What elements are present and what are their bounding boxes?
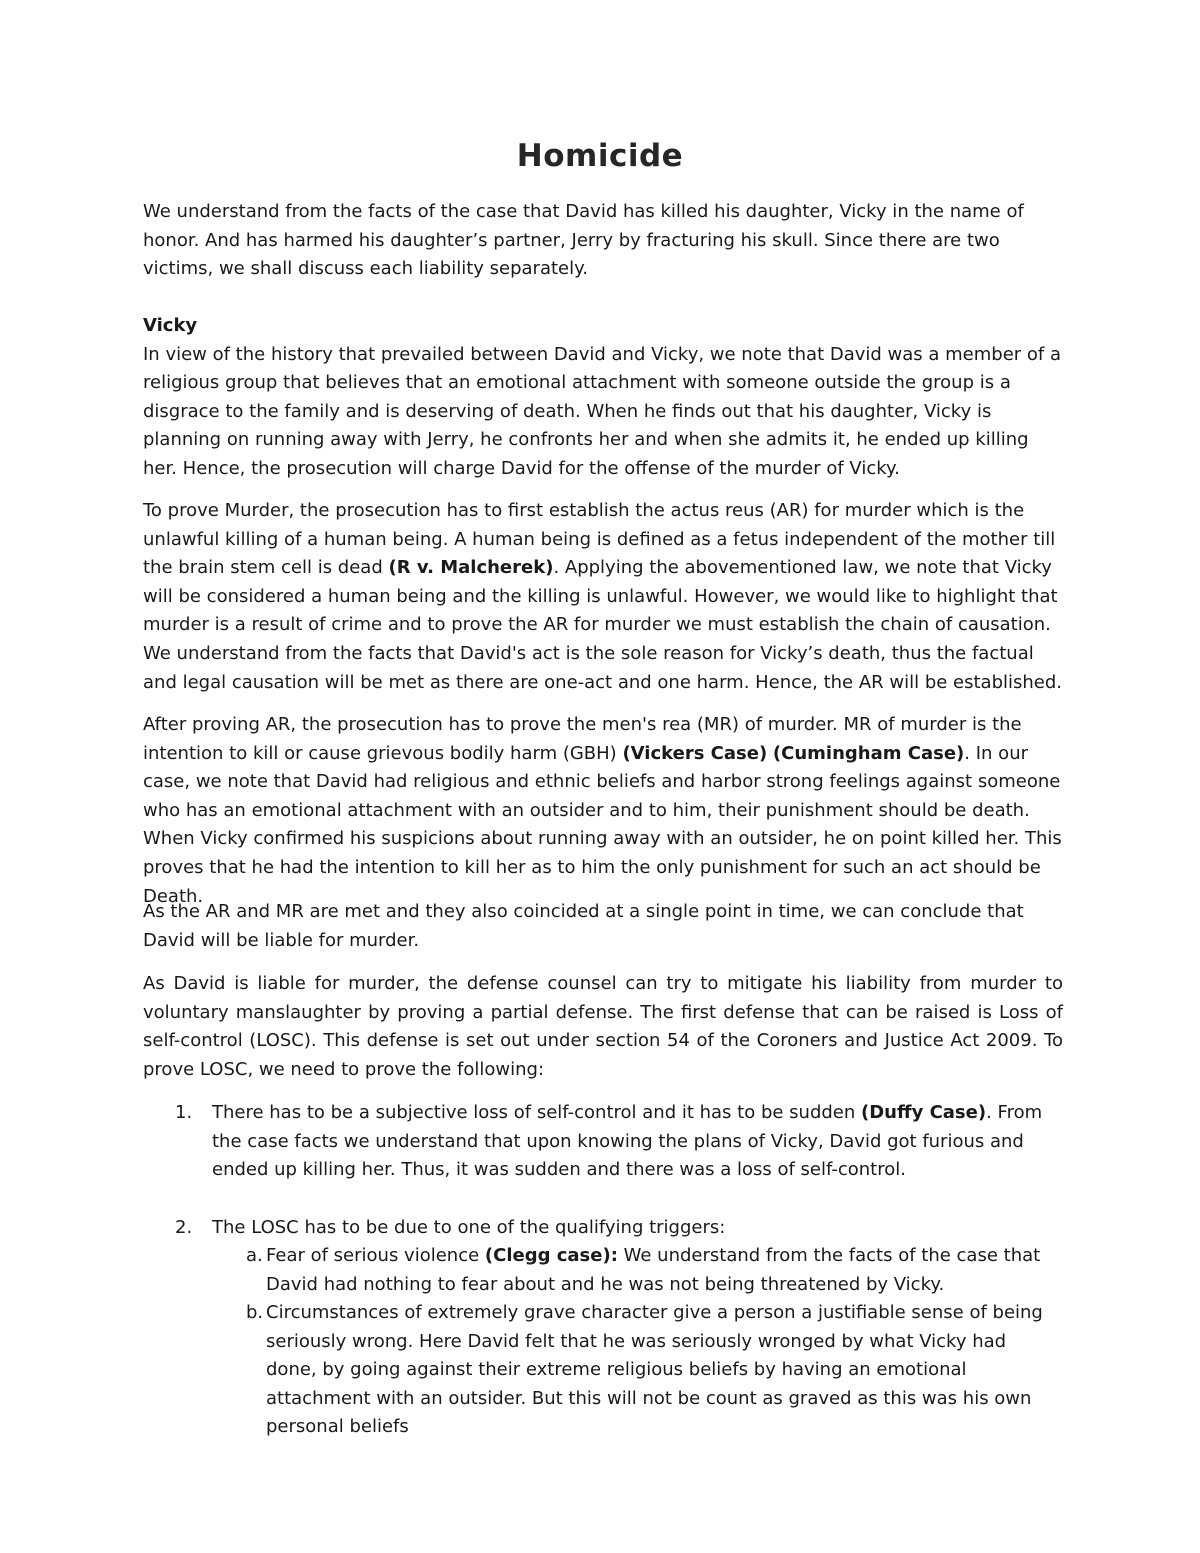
- list-item: [175, 1214, 1065, 1243]
- vicky-paragraph: In view of the history that prevailed between David and Vicky, we note that David was a member of a religious group that believes that an emotional attachment with someone outside the group is a disgrace to the family and is deserving of death. When he finds out that his daughter, Vicky is planning on running away with Jerry, he confronts her and when she admits it, he ended up killing her. Hence, the prosecution will charge David for the offense of the murder of Vicky.: [143, 343, 1062, 479]
- page-title: Homicide: [516, 138, 684, 174]
- vicky-section: [143, 312, 1063, 484]
- mr-text-a: After proving AR, the prosecution has to prove the men's rea (MR) of murder. MR of murder is the intention to kill or cause grievous bodily harm (GBH): [143, 714, 1022, 764]
- list-item-text: There has to be a subjective loss of self-control and it has to be sudden (Duffy Case). From the case facts we understand that upon knowing the plans of Vicky, David got furious and ended up killing her. Thus, it was sudden and there was a loss of self-control.: [212, 1102, 1043, 1181]
- list-marker: b.: [246, 1302, 264, 1323]
- mens-rea-paragraph: [143, 711, 1063, 911]
- case-citation: (Cumingham Case): [772, 742, 965, 764]
- list-marker: 1.: [175, 1102, 193, 1123]
- section-heading-vicky: Vicky: [143, 315, 198, 336]
- list-item: [175, 1099, 1065, 1185]
- defense-paragraph: As David is liable for murder, the defense counsel can try to mitigate his liability from murder to voluntary manslaughter by proving a partial defense. The first defense that can be raised is Loss of self-control (LOSC). This defense is set out under section 54 of the Coroners and Justice Act 2009. To prove LOSC, we need to prove the following:: [143, 973, 1063, 1080]
- list-marker: 2.: [175, 1217, 193, 1238]
- case-citation: (Clegg case):: [484, 1245, 618, 1266]
- sub-list-item: [246, 1299, 1061, 1442]
- sub-list-item: [246, 1242, 1061, 1299]
- mr-text-b: . In our case, we note that David had religious and ethnic beliefs and harbor strong feelings against someone who has an emotional attachment with an outsider and to him, their punishment should be death. When Vicky confirmed his suspicions about running away with an outsider, he on point killed her. This proves that he had the intention to kill her as to him the only punishment for such an act should be Death.: [143, 742, 1062, 907]
- ar-text-b: . Applying the abovementioned law, we note that Vicky will be considered a human being and the killing is unlawful. However, we would like to highlight that murder is a result of crime and to prove the AR for murder we must establish the chain of causation. We understand from the facts that David's act is the sole reason for Vicky’s death, thus the factual and legal causation will be met as there are one-act and one harm. Hence, the AR will be established.: [143, 557, 1063, 693]
- case-citation: (Vickers Case): [622, 742, 768, 764]
- case-citation: (R v. Malcherek): [388, 557, 554, 579]
- case-citation: (Duffy Case): [861, 1102, 987, 1123]
- actus-reus-paragraph: [143, 497, 1063, 697]
- list-marker: a.: [246, 1245, 263, 1266]
- conclusion-paragraph: As the AR and MR are met and they also coincided at a single point in time, we can conclude that David will be liable for murder.: [143, 901, 1024, 951]
- ar-text-a: To prove Murder, the prosecution has to first establish the actus reus (AR) for murder which is the unlawful killing of a human being. A human being is defined as a fetus independent of the mother till the brain stem cell is dead: [143, 500, 1056, 579]
- list-item-text: Circumstances of extremely grave character give a person a justifiable sense of being seriously wrong. Here David felt that he was seriously wronged by what Vicky had done, by going against their extreme religious beliefs by having an emotional attachment with an outsider. But this will not be count as graved as this was his own personal beliefs: [266, 1302, 1043, 1438]
- list-item-text: Fear of serious violence (Clegg case): We understand from the facts of the case that David had nothing to fear about and he was not being threatened by Vicky.: [266, 1245, 1041, 1295]
- list-item-text: The LOSC has to be due to one of the qualifying triggers:: [212, 1217, 726, 1238]
- intro-paragraph: We understand from the facts of the case that David has killed his daughter, Vicky in the name of honor. And has harmed his daughter’s partner, Jerry by fracturing his skull. Since there are two victims, we shall discuss each liability separately.: [143, 201, 1024, 280]
